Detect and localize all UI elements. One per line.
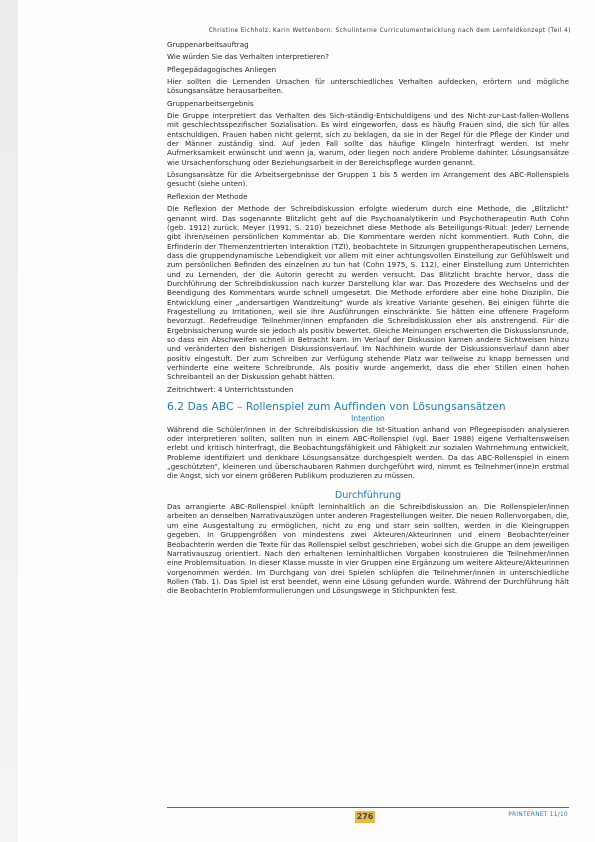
subsection-heading: Durchführung (334, 489, 402, 501)
paragraph: Die Reflexion der Methode der Schreibdiskussion erfolgte wiederum durch eine Methode, die „Blitzlicht“ genannt wird. Das sogenannte Blitzlicht geht auf die Psychoanalytikerin und Psychotherapeutin Ruth Cohn (geb. 1912) zurück. Meyer (1991, S. 210) bezeichnet diese Methode als Beteiligungs-Ritual: Jeder/ Lernende gibt ihren/seinen persönlichen Kommentar ab. Die Kommentare werden nicht kommentiert. Ruth Cohn, die Erfinderin der Themenzentrierten Interaktion (TZI), beobachtete in Sitzungen gruppentherapeutischen Lernens, dass die gruppendynamische Lebendigkeit vor allem mit einer achtungsvollen Einstellung zur Gefühlswelt und zum persönlichen Befinden des einzelnen zu tun hat (Cohn 1975, S. 112), einer Einstellung zum Unterrichten und zu Lernenden, der die Autorin gerecht zu werden versucht. Das Blitzlicht brachte hervor, dass die Durchführung der Schreibdiskussion nach kurzer Darstellung klar war. Das Prozedere des Wechselns und der Beendigung des Kommentars wurde schnell umgesetzt. Die Methode erfordere aber eine hohe Disziplin. Die Entwicklung einer „andersartigen Wandzeitung“ wurde als kreative Variante gesehen. Bei einigen führte die Fragestellung zu Irritationen, weil sie ihre Ausführungen einschränkte. Sie hätten eine offenere Frageform bevorzugt. Redefreudige Teilnehmer/innen empfanden die Schreibdiskussion eher als anstrengend. Für die Ergebnissicherung wurde sie jedoch als positiv bewertet. Gleiche Meinungen erschwerten die Diskussionsrunde, so dass ein Abschweifen schnell in Betracht kam. Im Verlauf der Diskussion kamen andere Sichtweisen hinzu und veränderten den bisherigen Diskussionsverlauf. Im Nachhinein wurde der Diskussionsverlauf dann aber positiv eingestuft. Der zum Schreiben zur Verfügung stehende Platz war teilweise zu knapp bemessen und verhinderte eine weitere Schreibrunde. Als positiv wurde angemerkt, dass die eher Stillen einen hohen Schreibanteil an der Diskussion gehabt hätten. (167, 204, 569, 382)
paragraph-heading: Pflegepädagogisches Anliegen (167, 64, 277, 74)
paragraph: Zeitrichtwert: 4 Unterrichtsstunden (167, 384, 294, 394)
section-heading: 6.2 Das ABC – Rollenspiel zum Auffinden von Lösungsansätzen (167, 401, 506, 414)
paragraph: Wie würden Sie das Verhalten interpretieren? (167, 52, 329, 62)
page-edge (0, 0, 18, 842)
journal-name: PRINTERNET 11/10 (508, 812, 568, 818)
page-number: 276 (356, 812, 374, 821)
footer-rule (167, 807, 569, 808)
subsection-heading: Intention (351, 414, 385, 424)
article-body (167, 40, 569, 599)
paragraph: Während die Schüler/innen in der Schreibdiskussion die Ist-Situation anhand von Pflegeepisoden analysieren oder interpretieren sollten, sollten nun in einem ABC-Rollenspiel (vgl. Baer 1988) eigene Verhaltensweisen erlebt und kritisch hinterfragt, die Beobachtungsfähigkeit und Fähigkeit zur sozialen Wahrnehmung entwickelt, Probleme identifiziert und denkbare Lösungsansätze durchgespielt werden. Da das ABC-Rollenspiel in einem „geschützten“, kleineren und überschaubaren Rahmen durchgeführt wird, nimmt es Teilnehmer(inne)n erstmal die Angst, sich vor einem größeren Publikum produzieren zu müssen. (167, 424, 569, 481)
paragraph-heading: Gruppenarbeitsauftrag (167, 40, 249, 49)
running-header: Christine Eichholz, Karin Wettenborn: Schulinterne Curriculumentwicklung nach dem Lernfeldkonzept (Teil 4) (208, 28, 571, 34)
paragraph: Die Gruppe interpretiert das Verhalten des Sich-ständig-Entschuldigens und des Nicht-zur-Last-fallen-Wollens mit geschlechtsspezifischer Sozialisation. Es wird eingeworfen, dass es häufig Frauen sind, die sich für alles entschuldigen. Frauen haben nicht gelernt, sich zu beklagen, da sie in der Regel für die Pflege der Kinder und der Männer zuständig sind. Auf jeden Fall sollte das häufige Klingeln hinterfragt werden. Ist mehr Aufmerksamkeit erwünscht und wenn ja, warum, oder liegen noch andere Probleme dahinter. Lösungsansätze wie Ursachenforschung oder Beziehungsarbeit in der Bereichspflege wurden genannt. (167, 111, 569, 167)
paragraph-heading: Reflexion der Methode (167, 191, 248, 201)
paragraph: Hier sollten die Lernenden Ursachen für unterschiedliches Verhalten aufdecken, erörtern und mögliche Lösungsansätze herausarbeiten. (167, 77, 569, 96)
paragraph-heading: Gruppenarbeitsergebnis (167, 98, 254, 108)
paragraph: Lösungsansätze für die Arbeitsergebnisse der Gruppen 1 bis 5 werden im Arrangement des ABC-Rollenspiels gesucht (siehe unten). (167, 170, 569, 189)
paragraph: Das arrangierte ABC-Rollenspiel knüpft lerninhaltlich an die Schreibdiskussion an. Die Rollenspieler/innen arbeiten an denselben Narrativauszügen unter anderen Fragestellungen weiter. Die neuen Rollenvorgaben, die, um eine Ausgestaltung zu ermöglichen, nicht zu eng und starr sein sollten, werden in die Kleingruppen gegeben. In Gruppengrößen von mindestens zwei Akteuren/Akteurinnen und einem Beobachter/einer Beobachterin werden die Texte für das Rollenspiel selbst geschrieben, wobei sich die Gruppe an dem jeweiligen Narrativauszug orientiert. Nach den erhaltenen lerninhaltlichen Vorgaben konstruieren die Teilnehmer/innen eine Problemsituation. In dieser Klasse musste in vier Gruppen eine Ergänzung um weitere Akteure/Akteurinnen vorgenommen werden. Im Durchgang von drei Spielen schlüpfen die Teilnehmer/innen in unterschiedliche Rollen (Tab. 1). Das Spiel ist erst beendet, wenn eine Lösung gefunden wurde. Während der Durchführung hält die Beobachterin Problemformulierungen und Lösungswege in Stichpunkten fest. (167, 502, 569, 596)
